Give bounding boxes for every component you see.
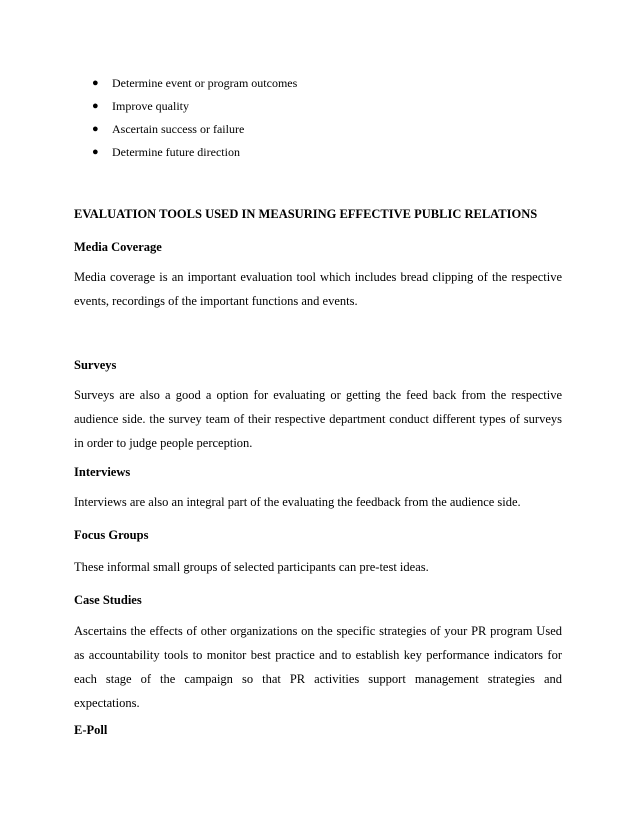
section-title: EVALUATION TOOLS USED IN MEASURING EFFECTIVE PUBLIC RELATIONS xyxy=(74,207,538,221)
heading-e-poll: E-Poll xyxy=(74,723,108,737)
paragraph-case-studies: Ascertains the effects of other organizations on the specific strategies of your PR program Used as accountability tools to monitor best practice and to establish key performance indicators for each stage of the campaign so that PR activities support management strategies and expectations. xyxy=(74,624,562,710)
bullet-icon: ● xyxy=(92,77,99,89)
bullet-icon: ● xyxy=(92,146,99,158)
bullet-icon: ● xyxy=(92,100,99,112)
paragraph-interviews: Interviews are also an integral part of the evaluating the feedback from the audience side. xyxy=(74,495,521,509)
paragraph-surveys: Surveys are also a good a option for evaluating or getting the feed back from the respective audience side. the survey team of their respective department conduct different types of surveys in order to judge people perception. xyxy=(74,388,562,450)
heading-surveys: Surveys xyxy=(74,358,117,372)
heading-interviews: Interviews xyxy=(74,465,131,479)
list-item: ● Improve quality xyxy=(92,95,297,118)
heading-media-coverage: Media Coverage xyxy=(74,240,162,254)
list-item: ● Ascertain success or failure xyxy=(92,118,297,141)
paragraph-focus-groups: These informal small groups of selected participants can pre-test ideas. xyxy=(74,560,429,574)
list-item: ● Determine future direction xyxy=(92,141,297,164)
heading-focus-groups: Focus Groups xyxy=(74,528,149,542)
list-item: ● Determine event or program outcomes xyxy=(92,72,297,95)
paragraph-media-coverage: Media coverage is an important evaluation tool which includes bread clipping of the respective events, recordings of the important functions and events. xyxy=(74,270,562,308)
bullet-list xyxy=(92,72,297,164)
heading-case-studies: Case Studies xyxy=(74,593,142,607)
bullet-icon: ● xyxy=(92,123,99,135)
